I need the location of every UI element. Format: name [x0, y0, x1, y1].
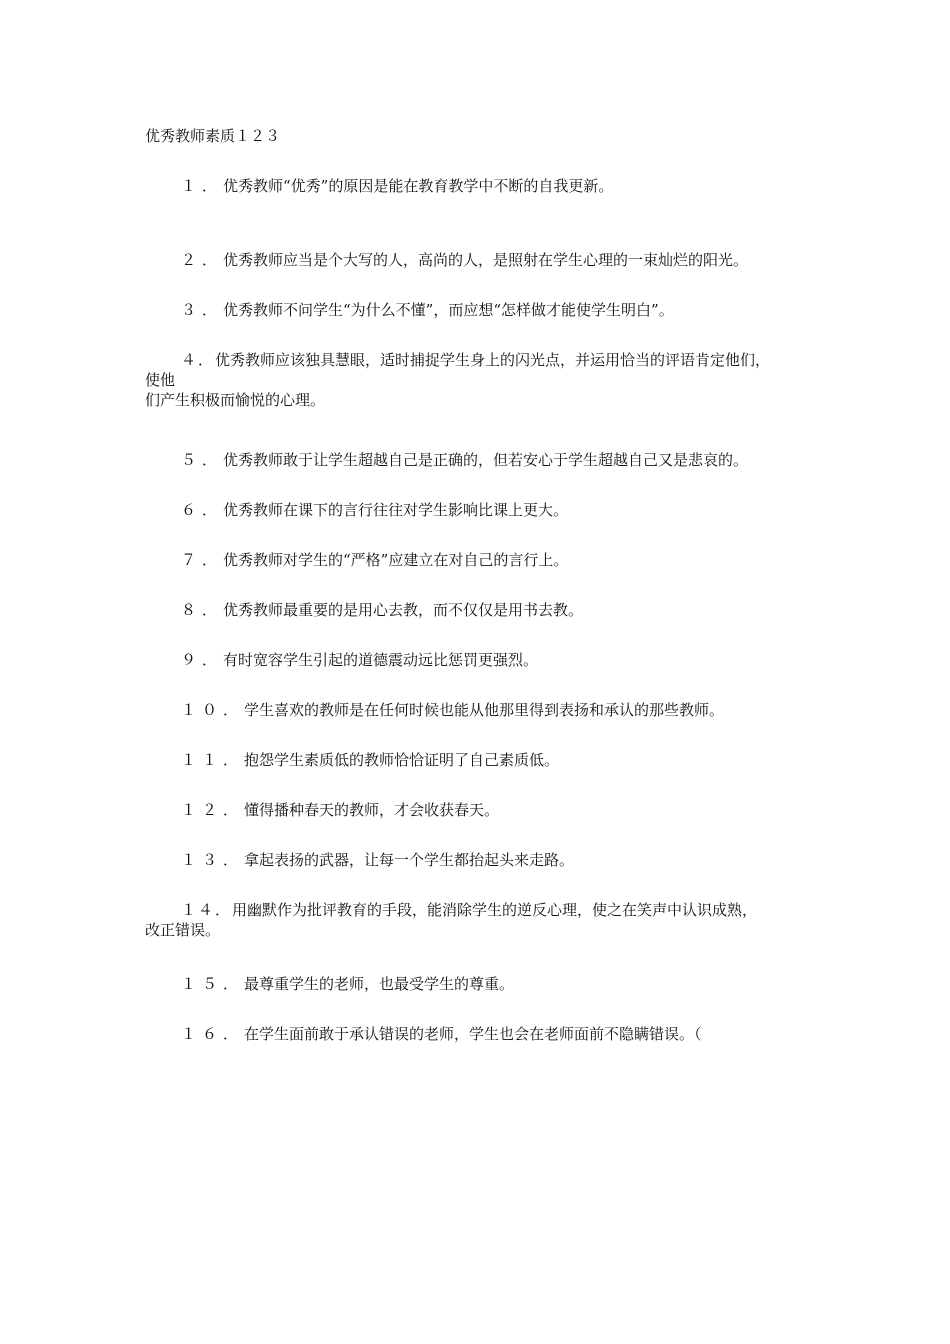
item-text: 优秀教师不问学生“为什么不懂”，而应想“怎样做才能使学生明白”。 — [223, 301, 674, 319]
item-text: 抱怨学生素质低的教师恰恰证明了自己素质低。 — [244, 751, 560, 769]
item-number: ４． — [181, 351, 216, 369]
item-text-continued: 改正错误。 — [145, 921, 221, 939]
item-text: 优秀教师应该独具慧眼，适时捕捉学生身上的闪光点，并运用恰当的评语肯定他们， — [215, 351, 771, 369]
item-text: 懂得播种春天的教师，才会收获春天。 — [244, 801, 500, 819]
list-item-12 — [145, 800, 825, 820]
item-text: 学生喜欢的教师是在任何时候也能从他那里得到表扬和承认的那些教师。 — [244, 701, 725, 719]
item-text: 在学生面前敢于承认错误的老师，学生也会在老师面前不隐瞒错误。（ — [244, 1025, 702, 1043]
item-text: 最尊重学生的老师，也最受学生的尊重。 — [244, 975, 515, 993]
item-number: １６． — [181, 1025, 245, 1043]
item-number: １１． — [181, 751, 245, 769]
list-item-14 — [145, 900, 825, 940]
item-number: １． — [181, 177, 224, 195]
item-text: 优秀教师敢于让学生超越自己是正确的，但若安心于学生超越自己又是悲哀的。 — [223, 451, 749, 469]
list-item-11 — [145, 750, 825, 770]
item-text-continued: 们产生积极而愉悦的心理。 — [145, 391, 326, 409]
item-number: １０． — [181, 701, 245, 719]
item-text: 用幽默作为批评教育的手段，能消除学生的逆反心理，使之在笑声中认识成熟， — [232, 901, 758, 919]
item-text: 优秀教师应当是个大写的人，高尚的人，是照射在学生心理的一束灿烂的阳光。 — [223, 251, 749, 269]
item-number: １３． — [181, 851, 245, 869]
list-item-8 — [145, 600, 825, 620]
item-number: １５． — [181, 975, 245, 993]
item-text: 拿起表扬的武器，让每一个学生都抬起头来走路。 — [244, 851, 575, 869]
item-number: １２． — [181, 801, 245, 819]
item-text-continued: 使他 — [145, 371, 176, 389]
item-number: ７． — [181, 551, 224, 569]
list-item-7 — [145, 550, 825, 570]
item-text: 优秀教师“优秀”的原因是能在教育教学中不断的自我更新。 — [223, 177, 614, 195]
list-item-13 — [145, 850, 825, 870]
list-item-10 — [145, 700, 825, 720]
item-number: ３． — [181, 301, 224, 319]
item-number: ８． — [181, 601, 224, 619]
list-item-6 — [145, 500, 825, 520]
item-number: １４． — [181, 901, 233, 919]
list-item-3 — [145, 300, 825, 320]
item-number: ２． — [181, 251, 224, 269]
item-number: ５． — [181, 451, 224, 469]
item-number: ６． — [181, 501, 224, 519]
item-text: 优秀教师最重要的是用心去教，而不仅仅是用书去教。 — [223, 601, 584, 619]
list-item-15 — [145, 974, 825, 994]
item-text: 优秀教师对学生的“严格”应建立在对自己的言行上。 — [223, 551, 569, 569]
list-item-16 — [145, 1024, 825, 1044]
list-item-1 — [145, 176, 825, 196]
list-item-4 — [145, 350, 825, 410]
list-item-2 — [145, 250, 825, 270]
document-title: 优秀教师素质１２３ — [145, 127, 281, 145]
item-text: 有时宽容学生引起的道德震动远比惩罚更强烈。 — [223, 651, 539, 669]
list-item-5 — [145, 450, 825, 470]
list-item-9 — [145, 650, 825, 670]
item-text: 优秀教师在课下的言行往往对学生影响比课上更大。 — [223, 501, 569, 519]
item-number: ９． — [181, 651, 224, 669]
